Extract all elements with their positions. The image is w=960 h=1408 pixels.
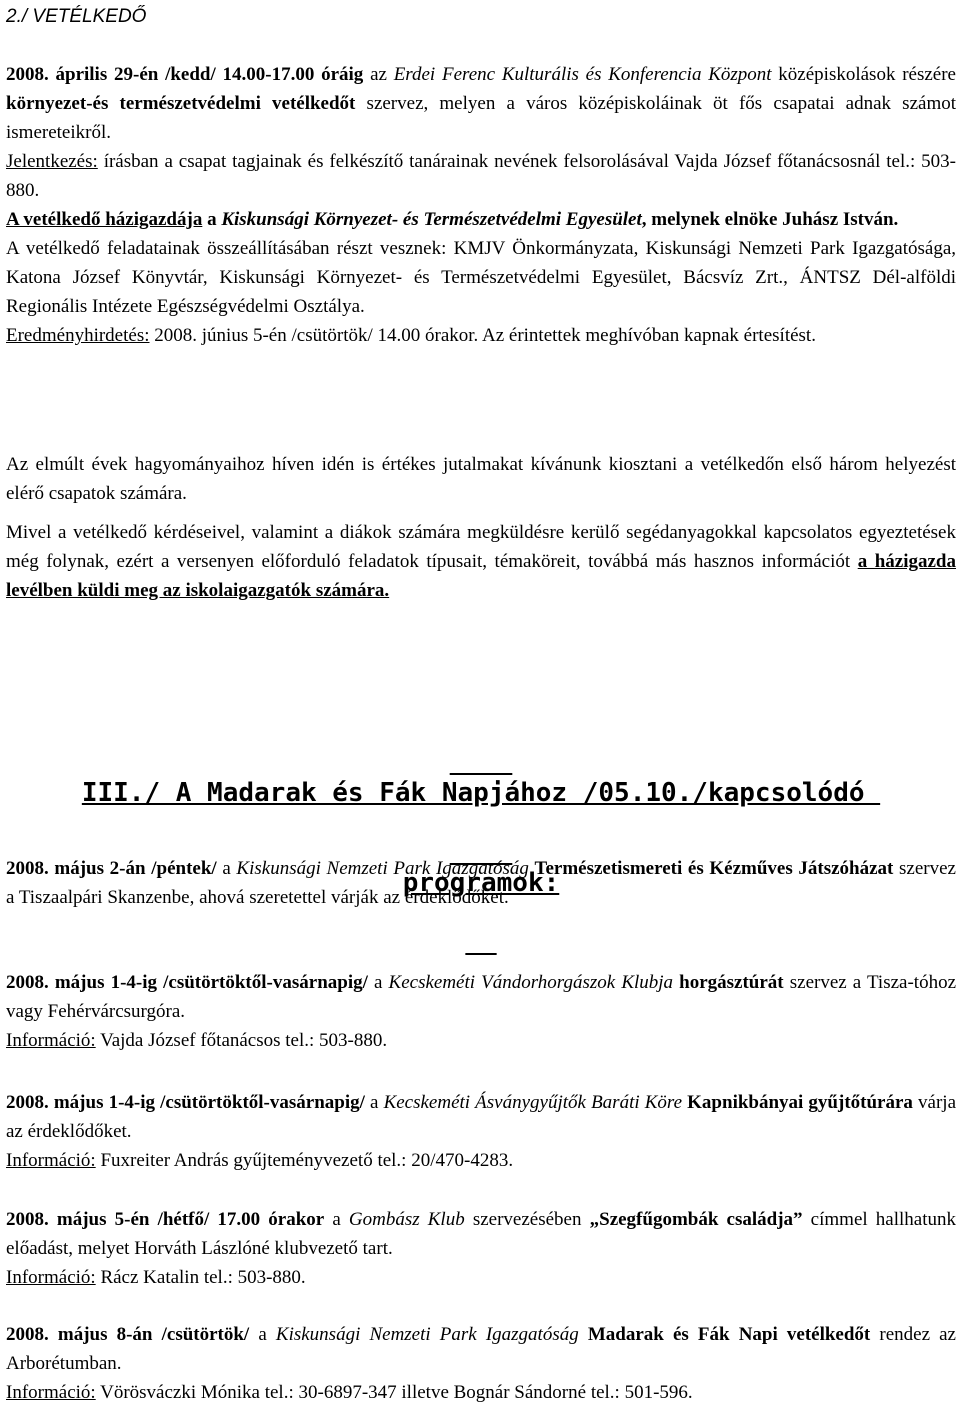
contest-venue: Erdei Ferenc Kulturális és Konferencia Központ <box>393 64 772 85</box>
host-organization: Kiskunsági Környezet- és Természetvédelmi Egyesület <box>221 209 642 230</box>
contest-host: A vetélkedő házigazdája a Kiskunsági Környezet- és Természetvédelmi Egyesület, melynek elnöke Juhász István. <box>6 209 899 230</box>
contest-block <box>6 60 956 350</box>
contest-date: 2008. április 29-én /kedd/ 14.00-17.00 óráig <box>6 64 364 85</box>
contest-event: környezet-és természetvédelmi vetélkedőt <box>6 93 356 114</box>
event-item: 2008. május 2-án /péntek/ a Kiskunsági Nemzeti Park Igazgatóság Természetismereti és Kézműves Játszóházat szervez a Tiszaalpári Skanzenbe, ahová szeretettel várják az érdeklődőket. <box>6 858 956 908</box>
contest-intro: 2008. április 29-én /kedd/ 14.00-17.00 óráig az Erdei Ferenc Kulturális és Konferencia Központ középiskolások részére környezet-és természetvédelmi vetélkedőt szervez, melyen a város középiskoláinak öt fős csapatai adnak számot ismereteikről. <box>6 64 956 143</box>
event-info: Információ: Fuxreiter András gyűjteményvezető tel.: 20/470-4283. <box>6 1150 514 1171</box>
results-label: Eredményhirdetés: <box>6 325 150 346</box>
section-heading-contest: 2./ VETÉLKEDŐ <box>6 6 147 27</box>
event-item: 2008. május 5-én /hétfő/ 17.00 órakor a Gombász Klub szervezésében „Szegfűgombák családja” címmel hallhatunk előadást, melyet Horváth Lászlóné klubvezető tart. Információ: Rácz Katalin tel.: 503-880. <box>6 1205 956 1292</box>
event-info: Információ: Rácz Katalin tel.: 503-880. <box>6 1267 306 1288</box>
contest-prizes: Az elmúlt évek hagyományaihoz híven idén is értékes jutalmakat kívánunk kiosztani a vetélkedőn első három helyezést elérő csapatok számára. <box>6 454 956 504</box>
contest-registration: Jelentkezés: írásban a csapat tagjainak és felkészítő tanárainak nevének felsorolásával Vajda József főtanácsosnál tel.: 503-880. <box>6 151 956 201</box>
event-info: Információ: Vajda József főtanácsos tel.: 503-880. <box>6 1030 388 1051</box>
contest-results: Eredményhirdetés: 2008. június 5-én /csütörtök/ 14.00 órakor. Az érintettek meghívóban kapnak értesítést. <box>6 325 816 346</box>
section-heading-programs: III./ A Madarak és Fák Napjához /05.10./kapcsolódó programok: <box>81 778 881 898</box>
event-item: 2008. május 1-4-ig /csütörtöktől-vasárnapig/ a Kecskeméti Ásványgyűjtők Baráti Köre Kapnikbányai gyűjtőtúrára várja az érdeklődőket. Információ: Fuxreiter András gyűjteményvezető tel.: 20/470-4283. <box>6 1088 956 1175</box>
host-label: A vetélkedő házigazdája <box>6 209 203 230</box>
event-item: 2008. május 1-4-ig /csütörtöktől-vasárnapig/ a Kecskeméti Vándorhorgászok Klubja horgásztúrát szervez a Tisza-tóhoz vagy Fehérvárcsurgóra. Információ: Vajda József főtanácsos tel.: 503-880. <box>6 968 956 1055</box>
event-info: Információ: Vörösváczki Mónika tel.: 30-6897-347 illetve Bognár Sándorné tel.: 501-596. <box>6 1382 693 1403</box>
event-item: 2008. május 8-án /csütörtök/ a Kiskunsági Nemzeti Park Igazgatóság Madarak és Fák Napi vetélkedőt rendez az Arborétumban. Információ: Vörösváczki Mónika tel.: 30-6897-347 illetve Bognár Sándorné tel.: 501-596. <box>6 1320 956 1407</box>
registration-label: Jelentkezés: <box>6 151 98 172</box>
contest-organizers: A vetélkedő feladatainak összeállításában részt vesznek: KMJV Önkormányzata, Kiskunsági Nemzeti Park Igazgatósága, Katona József Könyvtár, Kiskunsági Környezet- és Természetvédelmi Egyesület, Bácsvíz Zrt., ÁNTSZ Dél-alföldi Regionális Intézete Egészségvédelmi Osztálya. <box>6 238 956 317</box>
questions-emphasis: a házigazda levélben küldi meg az iskolaigazgatók számára. <box>6 551 957 601</box>
contest-questions: Mivel a vetélkedő kérdéseivel, valamint a diákok számára megküldésre kerülő segédanyagokkal kapcsolatos egyeztetések még folynak, ezért a versenyen előforduló feladatok típusait, témaköreit, továbbá más hasznos információt a házigazda levélben küldi meg az iskolaigazgatók számára. <box>6 522 957 601</box>
